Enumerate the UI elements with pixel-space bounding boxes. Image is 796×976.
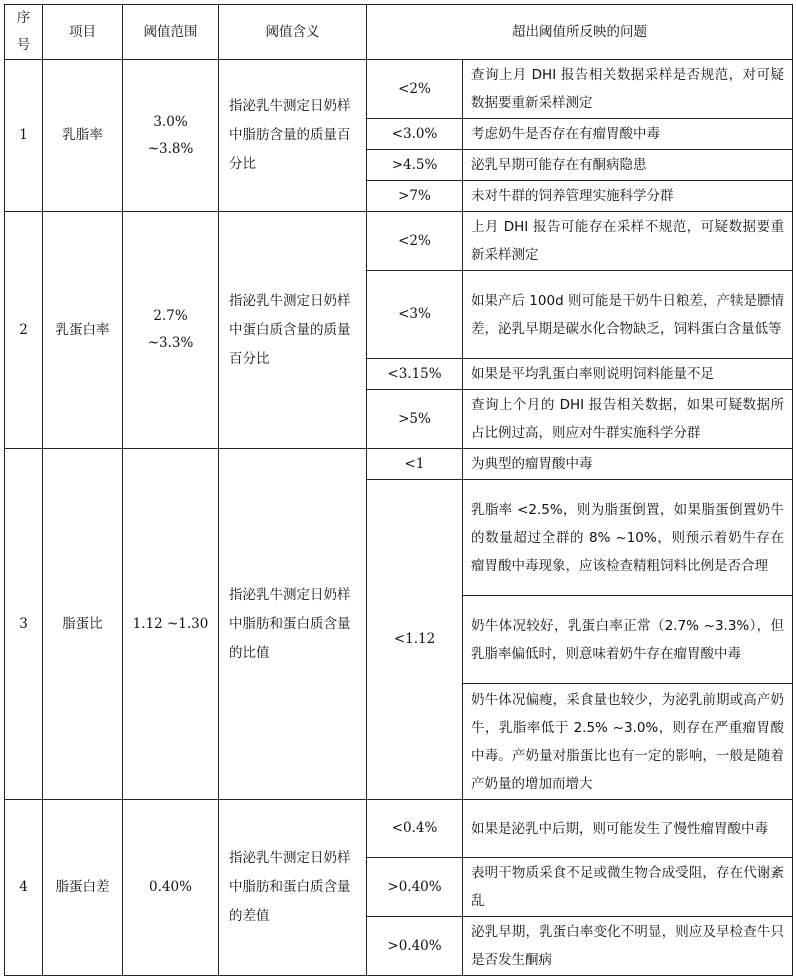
table-row (5, 449, 793, 480)
row-condition: >0.40% (367, 917, 463, 976)
row-condition: >5% (367, 390, 463, 449)
row-problem: 奶牛体况较好，乳蛋白率正常（2.7% ~3.3%），但乳脂率偏低时，则意味着奶牛存在瘤胃酸中毒 (463, 596, 793, 684)
row-condition: <0.4% (367, 800, 463, 858)
row-item: 脂蛋白差 (43, 800, 123, 976)
header-problem: 超出阈值所反映的问题 (367, 5, 793, 60)
row-problem: 为典型的瘤胃酸中毒 (463, 449, 793, 480)
row-no: 3 (5, 449, 43, 800)
row-condition: >4.5% (367, 150, 463, 181)
row-range: 1.12 ~1.30 (123, 449, 219, 800)
row-condition: <1.12 (367, 480, 463, 800)
row-problem: 如果产后 100d 则可能是干奶牛日粮差，产犊是膘情差，泌乳早期是碳水化合物缺乏，饲料蛋白含量低等 (463, 271, 793, 359)
threshold-table (4, 4, 793, 976)
row-problem: 查询上个月的 DHI 报告相关数据，如果可疑数据所占比例过高，则应对牛群实施科学分群 (463, 390, 793, 449)
header-meaning: 阈值含义 (219, 5, 367, 60)
row-condition: <3.0% (367, 119, 463, 150)
header-row (5, 5, 793, 60)
row-item: 乳蛋白率 (43, 212, 123, 449)
row-item: 乳脂率 (43, 60, 123, 212)
row-problem: 奶牛体况偏瘦，采食量也较少，为泌乳前期或高产奶牛，乳脂率低于 2.5% ~3.0%，则存在严重瘤胃酸中毒。产奶量对脂蛋比也有一定的影响，一般是随着产奶量的增加而增大 (463, 684, 793, 800)
row-meaning: 指泌乳牛测定日奶样中脂肪含量的质量百分比 (219, 60, 367, 212)
row-problem: 查询上月 DHI 报告相关数据采样是否规范，对可疑数据要重新采样测定 (463, 60, 793, 119)
header-no: 序号 (5, 5, 43, 60)
row-problem: 乳脂率 <2.5%，则为脂蛋倒置，如果脂蛋倒置奶牛的数量超过全群的 8% ~10%，则预示着奶牛存在瘤胃酸中毒现象，应该检查精粗饲料比例是否合理 (463, 480, 793, 596)
row-range: 0.40% (123, 800, 219, 976)
row-condition: <1 (367, 449, 463, 480)
row-problem: 未对牛群的饲养管理实施科学分群 (463, 181, 793, 212)
row-no: 4 (5, 800, 43, 976)
row-problem: 泌乳早期可能存在有酮病隐患 (463, 150, 793, 181)
row-condition: <3% (367, 271, 463, 359)
header-item: 项目 (43, 5, 123, 60)
row-problem: 泌乳早期，乳蛋白率变化不明显，则应及早检查牛只是否发生酮病 (463, 917, 793, 976)
row-condition: >0.40% (367, 858, 463, 917)
row-problem: 上月 DHI 报告可能存在采样不规范，可疑数据要重新采样测定 (463, 212, 793, 271)
row-range: 2.7% ~3.3% (123, 212, 219, 449)
row-condition: <2% (367, 212, 463, 271)
row-problem: 表明干物质采食不足或微生物合成受阻，存在代谢紊乱 (463, 858, 793, 917)
header-range: 阈值范围 (123, 5, 219, 60)
row-condition: <2% (367, 60, 463, 119)
row-meaning: 指泌乳牛测定日奶样中蛋白质含量的质量百分比 (219, 212, 367, 449)
row-problem: 如果是平均乳蛋白率则说明饲料能量不足 (463, 359, 793, 390)
row-problem: 考虑奶牛是否存在有瘤胃酸中毒 (463, 119, 793, 150)
table-row (5, 800, 793, 858)
table-row (5, 60, 793, 119)
table-row (5, 212, 793, 271)
row-condition: >7% (367, 181, 463, 212)
row-no: 2 (5, 212, 43, 449)
row-meaning: 指泌乳牛测定日奶样中脂肪和蛋白质含量的比值 (219, 449, 367, 800)
row-condition: <3.15% (367, 359, 463, 390)
row-meaning: 指泌乳牛测定日奶样中脂肪和蛋白质含量的差值 (219, 800, 367, 976)
row-item: 脂蛋比 (43, 449, 123, 800)
row-no: 1 (5, 60, 43, 212)
row-problem: 如果是泌乳中后期，则可能发生了慢性瘤胃酸中毒 (463, 800, 793, 858)
row-range: 3.0% ~3.8% (123, 60, 219, 212)
